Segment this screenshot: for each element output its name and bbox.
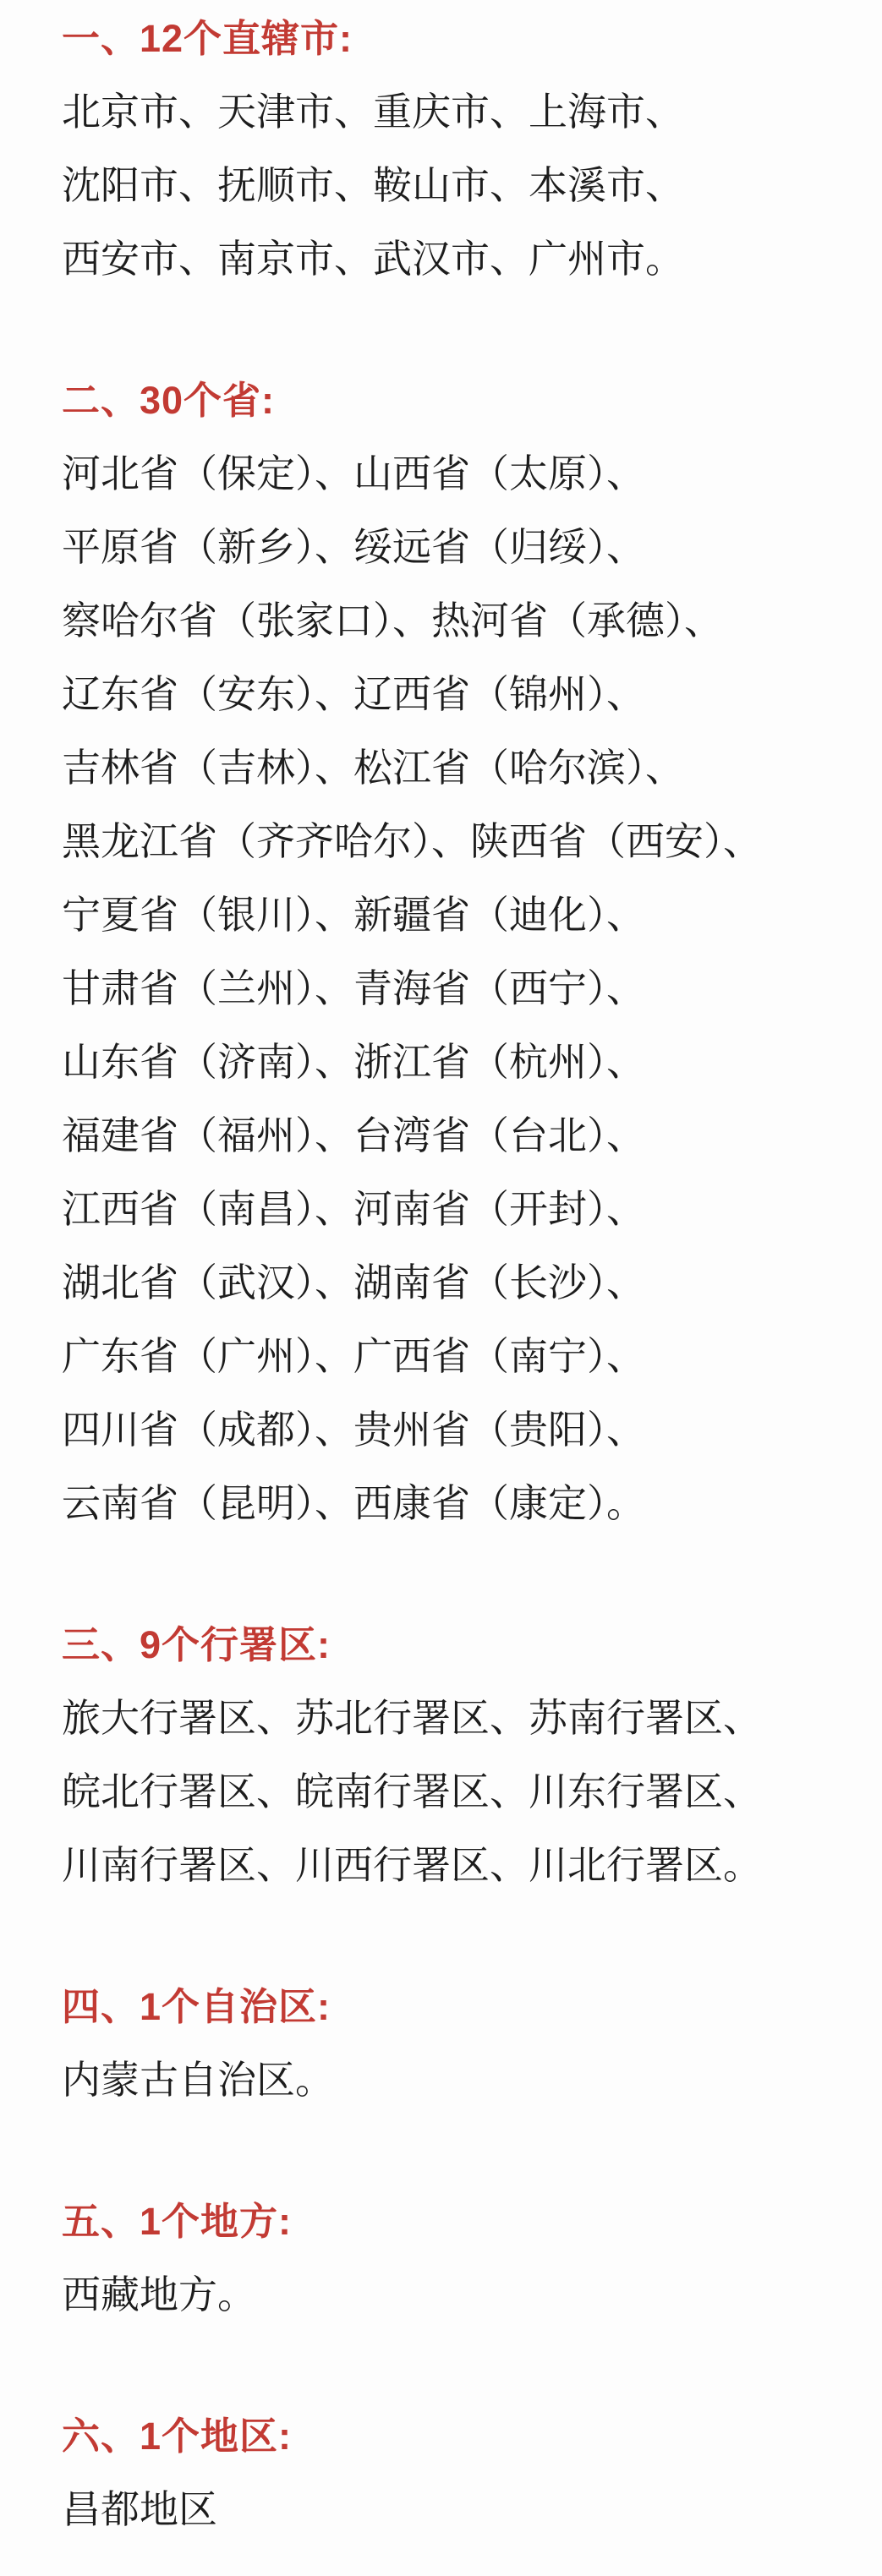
body-line: 昌都地区 xyxy=(62,2487,217,2531)
body-line: 湖北省（武汉）、湖南省（长沙）、 xyxy=(62,1261,645,1304)
body-line: 甘肃省（兰州）、青海省（西宁）、 xyxy=(62,966,645,1010)
section-heading: 六、1个地区: xyxy=(62,2415,293,2458)
body-line: 宁夏省（银川）、新疆省（迪化）、 xyxy=(62,893,645,937)
body-line: 北京市、天津市、重庆市、上海市、 xyxy=(62,90,684,134)
body-line: 广东省（广州）、广西省（南宁）、 xyxy=(62,1334,645,1378)
section-provinces xyxy=(62,364,857,1540)
section-heading: 五、1个地方: xyxy=(62,2200,293,2243)
section-autonomous-region xyxy=(62,1970,857,2117)
body-line: 江西省（南昌）、河南省（开封）、 xyxy=(62,1187,645,1231)
body-line: 吉林省（吉林）、松江省（哈尔滨）、 xyxy=(62,746,684,790)
section-heading: 三、9个行署区: xyxy=(62,1623,331,1666)
body-line: 沈阳市、抚顺市、鞍山市、本溪市、 xyxy=(62,163,684,207)
body-line: 山东省（济南）、浙江省（杭州）、 xyxy=(62,1040,645,1084)
section-heading: 四、1个自治区: xyxy=(62,1985,331,2028)
body-line: 四川省（成都）、贵州省（贵阳）、 xyxy=(62,1408,645,1452)
body-line: 内蒙古自治区。 xyxy=(62,2058,334,2102)
body-line: 川南行署区、川西行署区、川北行署区。 xyxy=(62,1843,762,1887)
body-line: 福建省（福州）、台湾省（台北）、 xyxy=(62,1113,645,1157)
body-line: 西藏地方。 xyxy=(62,2272,256,2316)
section-municipalities xyxy=(62,2,857,296)
section-region xyxy=(62,2399,857,2546)
section-locality xyxy=(62,2185,857,2332)
body-line: 察哈尔省（张家口）、热河省（承德）、 xyxy=(62,599,723,643)
body-line: 旅大行署区、苏北行署区、苏南行署区、 xyxy=(62,1696,762,1740)
body-line: 西安市、南京市、武汉市、广州市。 xyxy=(62,237,684,281)
body-line: 河北省（保定）、山西省（太原）、 xyxy=(62,451,645,495)
body-line: 皖北行署区、皖南行署区、川东行署区、 xyxy=(62,1769,762,1813)
body-line: 黑龙江省（齐齐哈尔）、陕西省（西安）、 xyxy=(62,819,762,863)
body-line: 辽东省（安东）、辽西省（锦州）、 xyxy=(62,672,645,716)
body-line: 平原省（新乡）、绥远省（归绥）、 xyxy=(62,525,645,569)
body-line: 云南省（昆明）、西康省（康定）。 xyxy=(62,1481,645,1525)
section-heading: 一、12个直辖市: xyxy=(62,17,353,60)
section-heading: 二、30个省: xyxy=(62,379,276,422)
section-administrative-offices xyxy=(62,1608,857,1902)
